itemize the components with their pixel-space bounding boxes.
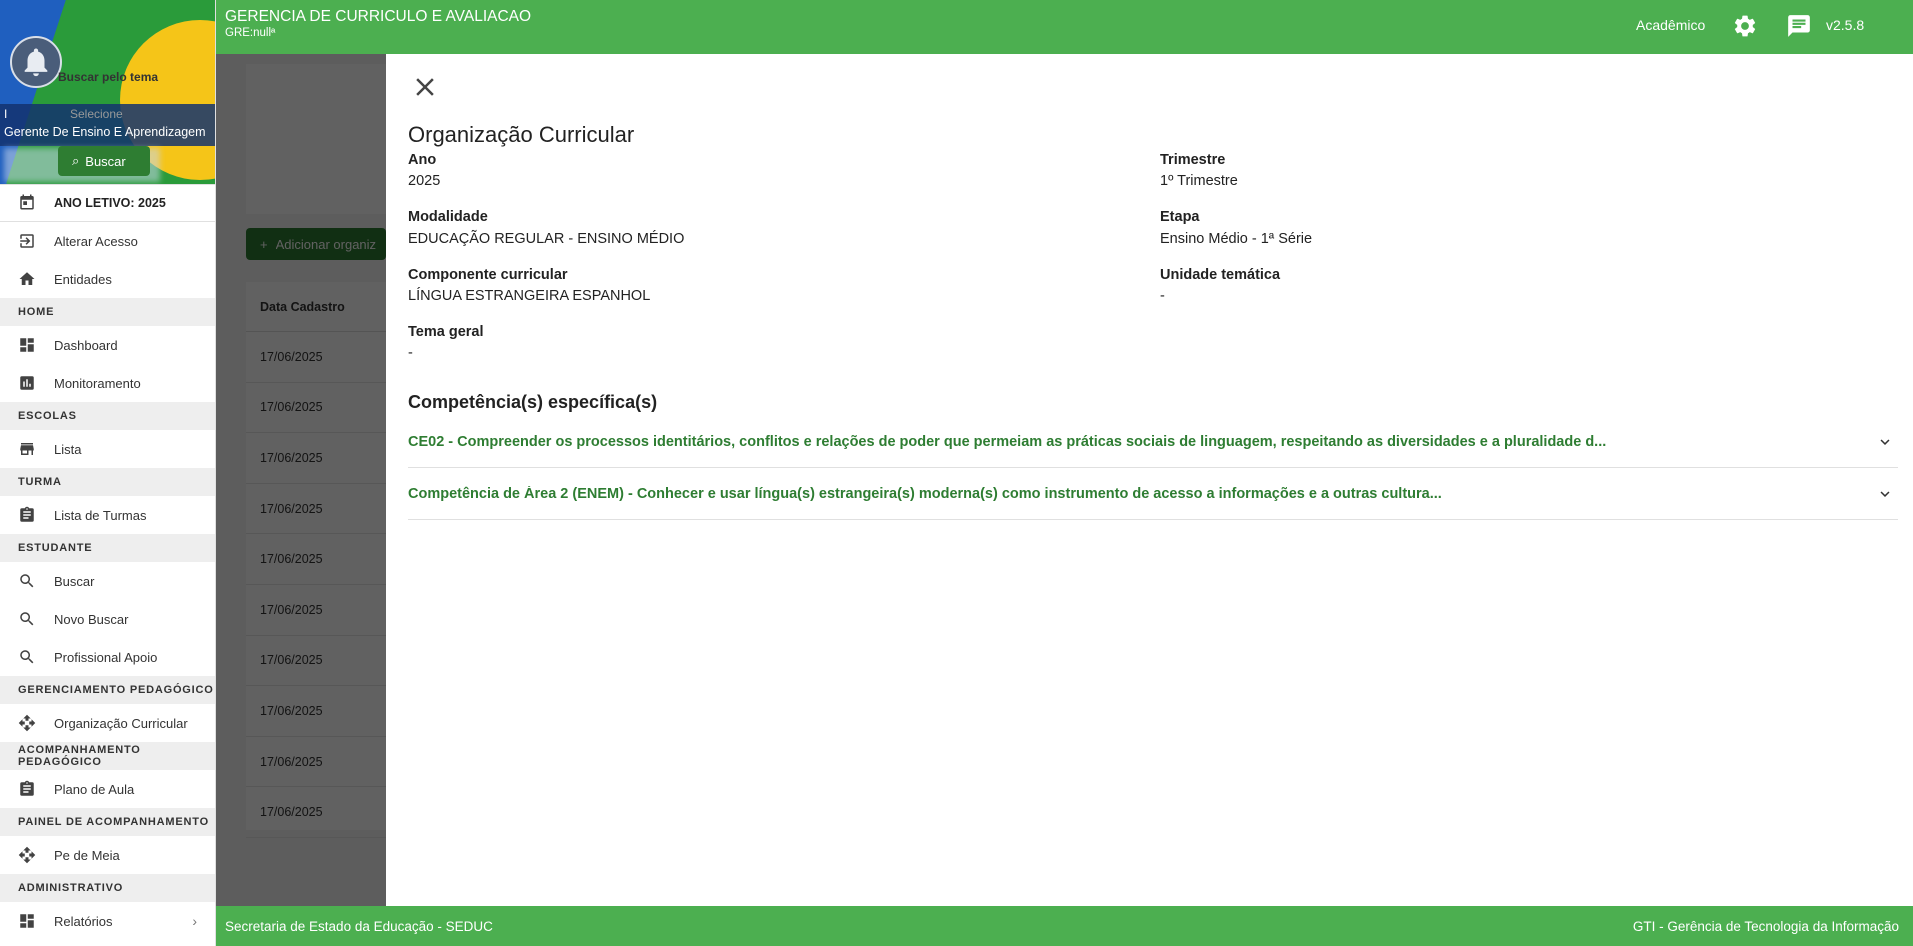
search-icon: ⌕ <box>72 153 80 168</box>
bar-chart-icon <box>18 374 36 392</box>
unidade-label: Unidade temática <box>1160 267 1281 283</box>
section-acompanhamento: ACOMPANHAMENTO PEDAGÓGICO <box>0 742 215 770</box>
sidebar-item-plano-aula[interactable]: Plano de Aula <box>0 770 215 808</box>
clipboard-icon <box>18 780 36 798</box>
section-turma: TURMA <box>0 468 215 496</box>
close-icon[interactable] <box>410 72 440 102</box>
sidebar <box>0 0 216 946</box>
profile-role: Gerente De Ensino E Aprendizagem <box>4 125 206 139</box>
top-bar <box>216 0 1913 54</box>
bg-select: Selecione <box>70 107 123 121</box>
drawer-title: Organização Curricular <box>408 122 635 147</box>
sidebar-item-novo-buscar[interactable]: Novo Buscar <box>0 600 215 638</box>
version-label: v2.5.8 <box>1826 17 1865 33</box>
section-escolas: ESCOLAS <box>0 402 215 430</box>
sidebar-item-entidades[interactable]: Entidades <box>0 260 215 298</box>
footer-right: GTI - Gerência de Tecnologia da Informação <box>1632 919 1899 934</box>
calendar-icon <box>18 193 36 214</box>
search-icon <box>18 610 36 628</box>
ano-label: Ano <box>408 152 437 168</box>
modalidade-label: Modalidade <box>408 209 488 225</box>
store-icon <box>18 440 36 458</box>
etapa-value: Ensino Médio - 1ª Série <box>1160 231 1313 247</box>
workspaces-icon <box>18 846 36 864</box>
profile-name: I <box>4 107 8 121</box>
sidebar-item-alterar-acesso[interactable]: Alterar Acesso <box>0 222 215 260</box>
competencias-heading: Competência(s) específica(s) <box>408 392 658 412</box>
ano-value: 2025 <box>408 173 441 189</box>
chevron-right-icon: › <box>192 913 197 929</box>
modalidade-value: EDUCAÇÃO REGULAR - ENSINO MÉDIO <box>408 231 685 247</box>
login-icon <box>18 232 36 250</box>
section-estudante: ESTUDANTE <box>0 534 215 562</box>
footer-left: Secretaria de Estado da Educação - SEDUC <box>225 919 493 934</box>
tema-label: Tema geral <box>408 324 484 340</box>
sidebar-item-buscar[interactable]: Buscar <box>0 562 215 600</box>
trimestre-value: 1º Trimestre <box>1160 173 1238 189</box>
section-home: HOME <box>0 298 215 326</box>
dashboard-icon <box>18 912 36 930</box>
chevron-down-icon <box>1876 485 1894 508</box>
sidebar-item-monitoramento[interactable]: Monitoramento <box>0 364 215 402</box>
avatar-icon[interactable] <box>10 36 62 88</box>
school-year[interactable]: ANO LETIVO: 2025 <box>0 184 215 222</box>
competencia-label: CE02 - Compreender os processos identitários, conflitos e relações de poder que permeiam as práticas sociais de linguagem, respeitando as diversidades e a pluralidade d... <box>408 433 1607 450</box>
home-icon <box>18 270 36 288</box>
workspaces-icon <box>18 714 36 732</box>
sidebar-item-lista-turmas[interactable]: Lista de Turmas <box>0 496 215 534</box>
competencia-accordion[interactable] <box>408 416 1898 468</box>
clipboard-icon <box>18 506 36 524</box>
componente-value: LÍNGUA ESTRANGEIRA ESPANHOL <box>408 288 651 304</box>
section-painel: PAINEL DE ACOMPANHAMENTO <box>0 808 215 836</box>
trimestre-label: Trimestre <box>1160 152 1226 168</box>
search-icon <box>18 572 36 590</box>
chevron-down-icon <box>1876 433 1894 456</box>
module-link[interactable]: Acadêmico <box>1636 17 1706 33</box>
detail-drawer <box>386 54 1913 906</box>
sidebar-item-dashboard[interactable]: Dashboard <box>0 326 215 364</box>
dashboard-icon <box>18 336 36 354</box>
chat-icon[interactable] <box>1786 13 1812 44</box>
competencia-accordion[interactable] <box>408 468 1898 520</box>
sidebar-item-pe-de-meia[interactable]: Pe de Meia <box>0 836 215 874</box>
modal-backdrop[interactable] <box>216 54 386 906</box>
section-gerenciamento: GERENCIAMENTO PEDAGÓGICO <box>0 676 215 704</box>
section-administrativo: ADMINISTRATIVO <box>0 874 215 902</box>
sidebar-item-profissional-apoio[interactable]: Profissional Apoio <box>0 638 215 676</box>
bg-search-label: Buscar pelo tema <box>58 70 159 84</box>
app-subtitle: GRE:nullª <box>225 27 276 39</box>
sidebar-item-lista[interactable]: Lista <box>0 430 215 468</box>
etapa-label: Etapa <box>1160 209 1200 225</box>
sidebar-item-organizacao-curricular[interactable]: Organização Curricular <box>0 704 215 742</box>
tema-value: - <box>408 345 413 361</box>
gear-icon[interactable] <box>1732 13 1758 44</box>
competencia-label: Competência de Área 2 (ENEM) - Conhecer e usar língua(s) estrangeira(s) moderna(s) como instrumento de acesso a informações e a outras cultura... <box>408 485 1442 502</box>
search-icon <box>18 648 36 666</box>
footer <box>216 906 1913 946</box>
unidade-value: - <box>1160 288 1165 304</box>
bg-search-button: ⌕ Buscar <box>58 146 150 176</box>
sidebar-item-relatorios[interactable]: Relatórios › <box>0 902 215 940</box>
componente-label: Componente curricular <box>408 267 568 283</box>
app-title: GERENCIA DE CURRICULO E AVALIACAO <box>225 8 532 25</box>
